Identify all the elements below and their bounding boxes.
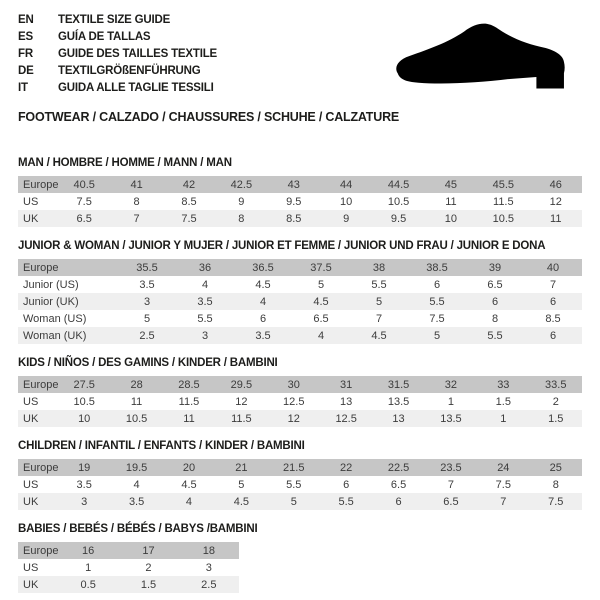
size-value-cell: 31 bbox=[320, 376, 372, 393]
size-value-cell: 2.5 bbox=[118, 327, 176, 344]
size-value-cell: 22 bbox=[320, 459, 372, 476]
size-value-cell: 22.5 bbox=[372, 459, 424, 476]
row-label-cell: Woman (UK) bbox=[18, 327, 118, 344]
table-header-row bbox=[18, 376, 582, 393]
size-value-cell: 3 bbox=[58, 493, 110, 510]
size-value-cell: 8 bbox=[133, 195, 140, 208]
size-value-cell: 3 bbox=[205, 561, 212, 574]
size-value-cell: 11 bbox=[530, 210, 582, 227]
size-value-cell: 5 bbox=[317, 278, 325, 291]
size-value-cell: 17 bbox=[118, 542, 178, 559]
row-label-cell: US bbox=[23, 561, 39, 574]
size-value-cell: 3 bbox=[176, 327, 234, 344]
size-value-cell: 35.5 bbox=[118, 259, 176, 276]
section-title: CHILDREN / INFANTIL / ENFANTS / KINDER / BAMBINI bbox=[18, 440, 305, 452]
size-value-cell: 6.5 bbox=[425, 493, 477, 510]
size-value-cell: 11 bbox=[445, 195, 457, 208]
size-value-cell: 12.5 bbox=[283, 395, 305, 408]
size-value-cell: 13.5 bbox=[425, 410, 477, 427]
row-label-cell: Woman (US) bbox=[23, 312, 87, 325]
size-value-cell: 12 bbox=[235, 395, 248, 408]
row-label-cell: UK bbox=[18, 210, 58, 227]
size-value-cell: 36 bbox=[176, 259, 234, 276]
section-title: BABIES / BEBÉS / BÉBÉS / BABYS /BAMBINI bbox=[18, 523, 258, 535]
row-label-cell: Europe bbox=[18, 176, 58, 193]
size-value-cell: 5 bbox=[238, 478, 245, 491]
size-value-cell: 6.5 bbox=[313, 312, 329, 325]
size-value-cell: 4 bbox=[163, 493, 215, 510]
size-value-cell: 7.5 bbox=[530, 493, 582, 510]
size-value-cell: 19 bbox=[58, 459, 110, 476]
size-value-cell: 1.5 bbox=[530, 410, 582, 427]
size-value-cell: 27.5 bbox=[58, 376, 110, 393]
shoe-icon bbox=[392, 16, 582, 102]
size-value-cell: 5.5 bbox=[408, 293, 466, 310]
size-value-cell: 31.5 bbox=[372, 376, 424, 393]
size-value-cell: 3.5 bbox=[76, 478, 92, 491]
row-label-cell: Junior (US) bbox=[23, 278, 79, 291]
language-code: EN bbox=[18, 14, 34, 26]
table-header-row bbox=[18, 542, 239, 559]
size-value-cell: 46 bbox=[530, 176, 582, 193]
size-value-cell: 44 bbox=[320, 176, 372, 193]
table-row bbox=[18, 559, 239, 576]
size-value-cell: 12 bbox=[268, 410, 320, 427]
size-value-cell: 38 bbox=[350, 259, 408, 276]
size-value-cell: 19.5 bbox=[110, 459, 162, 476]
language-title: GUIDA ALLE TAGLIE TESSILI bbox=[58, 82, 214, 94]
size-value-cell: 6 bbox=[259, 312, 267, 325]
size-value-cell: 7 bbox=[110, 210, 162, 227]
size-value-cell: 1 bbox=[447, 395, 454, 408]
row-label-cell: UK bbox=[18, 493, 58, 510]
size-value-cell: 45.5 bbox=[477, 176, 529, 193]
table-row bbox=[18, 293, 582, 310]
size-value-cell: 33.5 bbox=[530, 376, 582, 393]
size-value-cell: 0.5 bbox=[58, 576, 118, 593]
size-value-cell: 13.5 bbox=[387, 395, 410, 408]
language-code: ES bbox=[18, 31, 33, 43]
table-row bbox=[18, 476, 582, 493]
size-value-cell: 1.5 bbox=[495, 395, 511, 408]
size-value-cell: 3 bbox=[118, 293, 176, 310]
size-value-cell: 40 bbox=[524, 259, 582, 276]
language-title: TEXTILE SIZE GUIDE bbox=[58, 14, 171, 26]
size-value-cell: 6 bbox=[466, 293, 524, 310]
size-value-cell: 4 bbox=[133, 478, 140, 491]
size-value-cell: 28.5 bbox=[163, 376, 215, 393]
row-label-cell: US bbox=[23, 195, 39, 208]
size-table bbox=[18, 459, 582, 510]
size-value-cell: 7.5 bbox=[76, 195, 92, 208]
size-value-cell: 10 bbox=[58, 410, 110, 427]
size-value-cell: 9.5 bbox=[286, 195, 302, 208]
size-value-cell: 7 bbox=[477, 493, 529, 510]
size-value-cell: 4.5 bbox=[255, 278, 271, 291]
size-value-cell: 11.5 bbox=[215, 410, 267, 427]
size-value-cell: 6.5 bbox=[390, 478, 407, 491]
size-value-cell: 42.5 bbox=[215, 176, 267, 193]
table-header-row bbox=[18, 259, 582, 276]
size-value-cell: 25 bbox=[530, 459, 582, 476]
size-value-cell: 5.5 bbox=[286, 478, 302, 491]
size-tables bbox=[18, 157, 582, 593]
size-value-cell: 16 bbox=[58, 542, 118, 559]
size-value-cell: 12.5 bbox=[320, 410, 372, 427]
language-title: TEXTILGRÖßENFÜHRUNG bbox=[58, 65, 201, 77]
size-value-cell: 9.5 bbox=[372, 210, 424, 227]
size-table bbox=[18, 176, 582, 227]
row-label-cell: US bbox=[23, 478, 39, 491]
size-value-cell: 3.5 bbox=[110, 493, 162, 510]
table-header-row bbox=[18, 459, 582, 476]
size-value-cell: 41 bbox=[110, 176, 162, 193]
table-body bbox=[18, 259, 582, 344]
size-value-cell: 7 bbox=[375, 312, 383, 325]
table-header-row bbox=[18, 176, 582, 193]
size-value-cell: 44.5 bbox=[372, 176, 424, 193]
language-title: GUÍA DE TALLAS bbox=[58, 31, 151, 43]
row-label-cell: UK bbox=[18, 576, 58, 593]
size-value-cell: 5 bbox=[408, 327, 466, 344]
size-value-cell: 4 bbox=[234, 293, 292, 310]
size-value-cell: 7 bbox=[447, 478, 454, 491]
size-value-cell: 28 bbox=[110, 376, 162, 393]
size-value-cell: 32 bbox=[425, 376, 477, 393]
size-value-cell: 2 bbox=[145, 561, 152, 574]
table-row bbox=[18, 576, 239, 593]
size-value-cell: 6 bbox=[372, 493, 424, 510]
size-value-cell: 36.5 bbox=[234, 259, 292, 276]
row-label-cell: Europe bbox=[18, 376, 58, 393]
section-title: JUNIOR & WOMAN / JUNIOR Y MUJER / JUNIOR ET FEMME / JUNIOR UND FRAU / JUNIOR E DONA bbox=[18, 240, 546, 252]
size-value-cell: 33 bbox=[477, 376, 529, 393]
size-value-cell: 6 bbox=[524, 293, 582, 310]
size-value-cell: 2.5 bbox=[179, 576, 239, 593]
size-value-cell: 5.5 bbox=[371, 278, 387, 291]
size-value-cell: 5.5 bbox=[320, 493, 372, 510]
table-row bbox=[18, 310, 582, 327]
table-body bbox=[18, 459, 582, 510]
size-value-cell: 9 bbox=[320, 210, 372, 227]
size-value-cell: 7.5 bbox=[495, 478, 511, 491]
size-value-cell: 3.5 bbox=[234, 327, 292, 344]
size-value-cell: 18 bbox=[179, 542, 239, 559]
size-table bbox=[18, 376, 582, 427]
table-body bbox=[18, 176, 582, 227]
size-value-cell: 11 bbox=[130, 395, 143, 408]
size-value-cell: 6 bbox=[433, 278, 441, 291]
size-value-cell: 21 bbox=[215, 459, 267, 476]
size-value-cell: 5.5 bbox=[197, 312, 213, 325]
row-label-cell: UK bbox=[18, 410, 58, 427]
size-value-cell: 3.5 bbox=[139, 278, 155, 291]
size-value-cell: 6.5 bbox=[487, 278, 503, 291]
size-value-cell: 7.5 bbox=[429, 312, 445, 325]
size-value-cell: 4 bbox=[201, 278, 209, 291]
table-body bbox=[18, 542, 239, 593]
size-value-cell: 8 bbox=[491, 312, 499, 325]
size-value-cell: 29.5 bbox=[215, 376, 267, 393]
size-table bbox=[18, 259, 582, 344]
row-label-cell: Europe bbox=[18, 259, 118, 276]
size-value-cell: 8 bbox=[215, 210, 267, 227]
size-value-cell: 8 bbox=[552, 478, 559, 491]
size-value-cell: 11 bbox=[163, 410, 215, 427]
size-value-cell: 23.5 bbox=[425, 459, 477, 476]
table-row bbox=[18, 327, 582, 344]
size-value-cell: 4.5 bbox=[215, 493, 267, 510]
size-value-cell: 5 bbox=[268, 493, 320, 510]
size-value-cell: 8.5 bbox=[181, 195, 197, 208]
size-value-cell: 4.5 bbox=[350, 327, 408, 344]
table-row bbox=[18, 393, 582, 410]
size-value-cell: 8.5 bbox=[545, 312, 561, 325]
size-value-cell: 10.5 bbox=[110, 410, 162, 427]
size-value-cell: 7 bbox=[549, 278, 557, 291]
size-value-cell: 13 bbox=[372, 410, 424, 427]
size-value-cell: 24 bbox=[477, 459, 529, 476]
language-code: DE bbox=[18, 65, 34, 77]
size-value-cell: 10.5 bbox=[73, 395, 95, 408]
size-value-cell: 3.5 bbox=[176, 293, 234, 310]
size-value-cell: 30 bbox=[268, 376, 320, 393]
size-value-cell: 4.5 bbox=[292, 293, 350, 310]
row-label-cell: Europe bbox=[18, 459, 58, 476]
size-value-cell: 39 bbox=[466, 259, 524, 276]
size-value-cell: 21.5 bbox=[268, 459, 320, 476]
size-table bbox=[18, 542, 239, 593]
size-value-cell: 10.5 bbox=[387, 195, 410, 208]
size-value-cell: 10 bbox=[340, 195, 353, 208]
size-value-cell: 5 bbox=[350, 293, 408, 310]
size-value-cell: 7.5 bbox=[163, 210, 215, 227]
size-value-cell: 10.5 bbox=[477, 210, 529, 227]
size-value-cell: 5 bbox=[143, 312, 151, 325]
size-value-cell: 13 bbox=[340, 395, 353, 408]
size-value-cell: 4 bbox=[292, 327, 350, 344]
table-row bbox=[18, 276, 582, 293]
size-value-cell: 20 bbox=[163, 459, 215, 476]
size-value-cell: 8.5 bbox=[268, 210, 320, 227]
size-value-cell: 11.5 bbox=[493, 195, 514, 208]
size-value-cell: 11.5 bbox=[178, 395, 200, 408]
row-label-cell: Junior (UK) bbox=[18, 293, 118, 310]
size-value-cell: 5.5 bbox=[466, 327, 524, 344]
language-code: FR bbox=[18, 48, 33, 60]
size-value-cell: 45 bbox=[425, 176, 477, 193]
size-value-cell: 37.5 bbox=[292, 259, 350, 276]
size-value-cell: 43 bbox=[268, 176, 320, 193]
category-heading: FOOTWEAR / CALZADO / CHAUSSURES / SCHUHE / CALZATURE bbox=[18, 110, 400, 124]
size-value-cell: 1 bbox=[477, 410, 529, 427]
row-label-cell: Europe bbox=[18, 542, 58, 559]
size-value-cell: 1 bbox=[85, 561, 92, 574]
section-title: KIDS / NIÑOS / DES GAMINS / KINDER / BAMBINI bbox=[18, 357, 278, 369]
language-code: IT bbox=[18, 82, 28, 94]
size-value-cell: 6 bbox=[524, 327, 582, 344]
size-value-cell: 4.5 bbox=[181, 478, 197, 491]
size-value-cell: 10 bbox=[425, 210, 477, 227]
row-label-cell: US bbox=[23, 395, 39, 408]
size-value-cell: 9 bbox=[238, 195, 245, 208]
size-value-cell: 6 bbox=[343, 478, 350, 491]
size-value-cell: 38.5 bbox=[408, 259, 466, 276]
size-value-cell: 6.5 bbox=[58, 210, 110, 227]
table-row bbox=[18, 410, 582, 427]
shoe-silhouette-path bbox=[396, 24, 564, 89]
size-value-cell: 42 bbox=[163, 176, 215, 193]
table-row bbox=[18, 210, 582, 227]
table-row bbox=[18, 493, 582, 510]
table-row bbox=[18, 193, 582, 210]
size-value-cell: 1.5 bbox=[118, 576, 178, 593]
section-title: MAN / HOMBRE / HOMME / MANN / MAN bbox=[18, 157, 232, 169]
size-value-cell: 12 bbox=[549, 195, 562, 208]
size-value-cell: 2 bbox=[552, 395, 559, 408]
table-body bbox=[18, 376, 582, 427]
size-value-cell: 40.5 bbox=[58, 176, 110, 193]
language-title: GUIDE DES TAILLES TEXTILE bbox=[58, 48, 217, 60]
